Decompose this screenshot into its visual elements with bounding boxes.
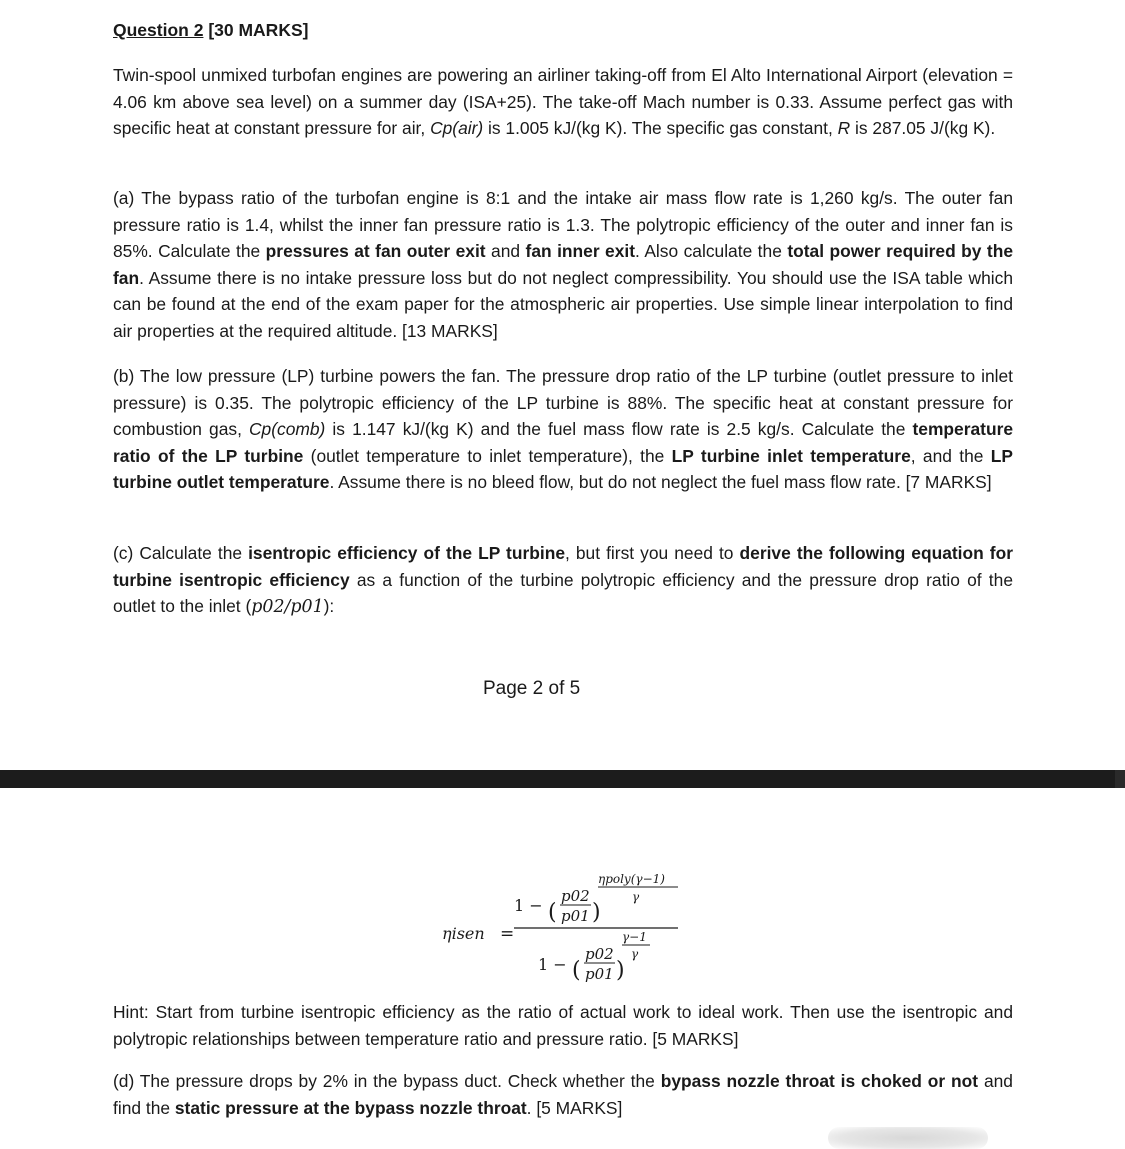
cp-comb-symbol: Cp(comb) [249, 419, 326, 440]
eq-num-p01: p01 [561, 907, 590, 925]
eq-den-paren-right: ) [616, 958, 625, 983]
cp-air-symbol: Cp(air) [430, 118, 484, 139]
page-separator [0, 770, 1125, 788]
question-heading [113, 20, 308, 41]
question-marks: [30 MARKS] [208, 20, 309, 40]
eq-num-one-minus: 1 − [514, 896, 543, 915]
pressure-ratio-symbol: p02/p01 [251, 597, 324, 618]
hint: Hint: Start from turbine isentropic efficiency as the ratio of actual work to ideal work. Then use the isentropic and polytropic relationships between temperature ratio and pressure ratio. [5 MARKS] [113, 1002, 1013, 1049]
eq-num-paren-left: ( [548, 900, 557, 925]
eq-den-p01: p01 [585, 965, 614, 983]
part-a: (a) The bypass ratio of the turbofan engine is 8:1 and the intake air mass flow rate is 1,260 kg/s. The outer fan pressure ratio is 1.4, whilst the inner fan pressure ratio is 1.3. The polytropic efficiency of the outer and inner fan is 85%. Calculate the pressures at fan outer exit and fan inner exit. Also calculate the total power required by the fan. Assume there is no intake pressure loss but do not neglect compressibility. You should use the ISA table which can be found at the end of the exam paper for the atmospheric air properties. Use simple linear interpolation to find air properties at the required altitude. [13 MARKS] [113, 188, 1013, 341]
eq-den-paren-left: ( [572, 958, 581, 983]
scan-smudge [828, 1127, 988, 1149]
eq-den-p02: p02 [585, 945, 614, 963]
eq-num-exp-top: ηpoly(γ−1) [598, 872, 665, 886]
question-title: Question 2 [113, 20, 204, 40]
question-intro: Twin-spool unmixed turbofan engines are powering an airliner taking-off from El Alto International Airport (elevation = 4.06 km above sea level) on a summer day (ISA+25). The take-off Mach number is 0.33. Assume perfect gas with specific heat at constant pressure for air, Cp(air) is 1.005 kJ/(kg K). The specific gas constant, R is 287.05 J/(kg K). [113, 65, 1013, 139]
isentropic-efficiency-equation [430, 855, 710, 995]
eq-equals: = [500, 924, 515, 944]
eq-num-exp-bottom: γ [632, 890, 640, 904]
eq-den-one-minus: 1 − [538, 955, 567, 974]
r-symbol: R [837, 118, 851, 139]
eq-num-p02: p02 [561, 887, 590, 905]
eq-den-exp-bottom: γ [631, 947, 639, 961]
part-c: (c) Calculate the isentropic efficiency of the LP turbine, but first you need to derive the following equation for turbine isentropic efficiency as a function of the turbine polytropic efficiency and the pressure drop ratio of the outlet to the inlet (p02/p01): [113, 543, 1013, 618]
part-b: (b) The low pressure (LP) turbine powers the fan. The pressure drop ratio of the LP turbine (outlet pressure to inlet pressure) is 0.35. The polytropic efficiency of the LP turbine is 88%. The specific heat at constant pressure for combustion gas, Cp(comb) is 1.147 kJ/(kg K) and the fuel mass flow rate is 2.5 kg/s. Calculate the temperature ratio of the LP turbine (outlet temperature to inlet temperature), the LP turbine inlet temperature, and the LP turbine outlet temperature. Assume there is no bleed flow, but do not neglect the fuel mass flow rate. [7 MARKS] [113, 366, 1014, 493]
eq-lhs: ηisen [442, 924, 485, 943]
part-d: (d) The pressure drops by 2% in the bypass duct. Check whether the bypass nozzle throat is choked or not and find the static pressure at the bypass nozzle throat. [5 MARKS] [113, 1071, 1013, 1118]
eq-den-exp-top: γ−1 [622, 930, 647, 944]
eq-num-paren-right: ) [592, 900, 601, 925]
page-number: Page 2 of 5 [483, 678, 581, 699]
